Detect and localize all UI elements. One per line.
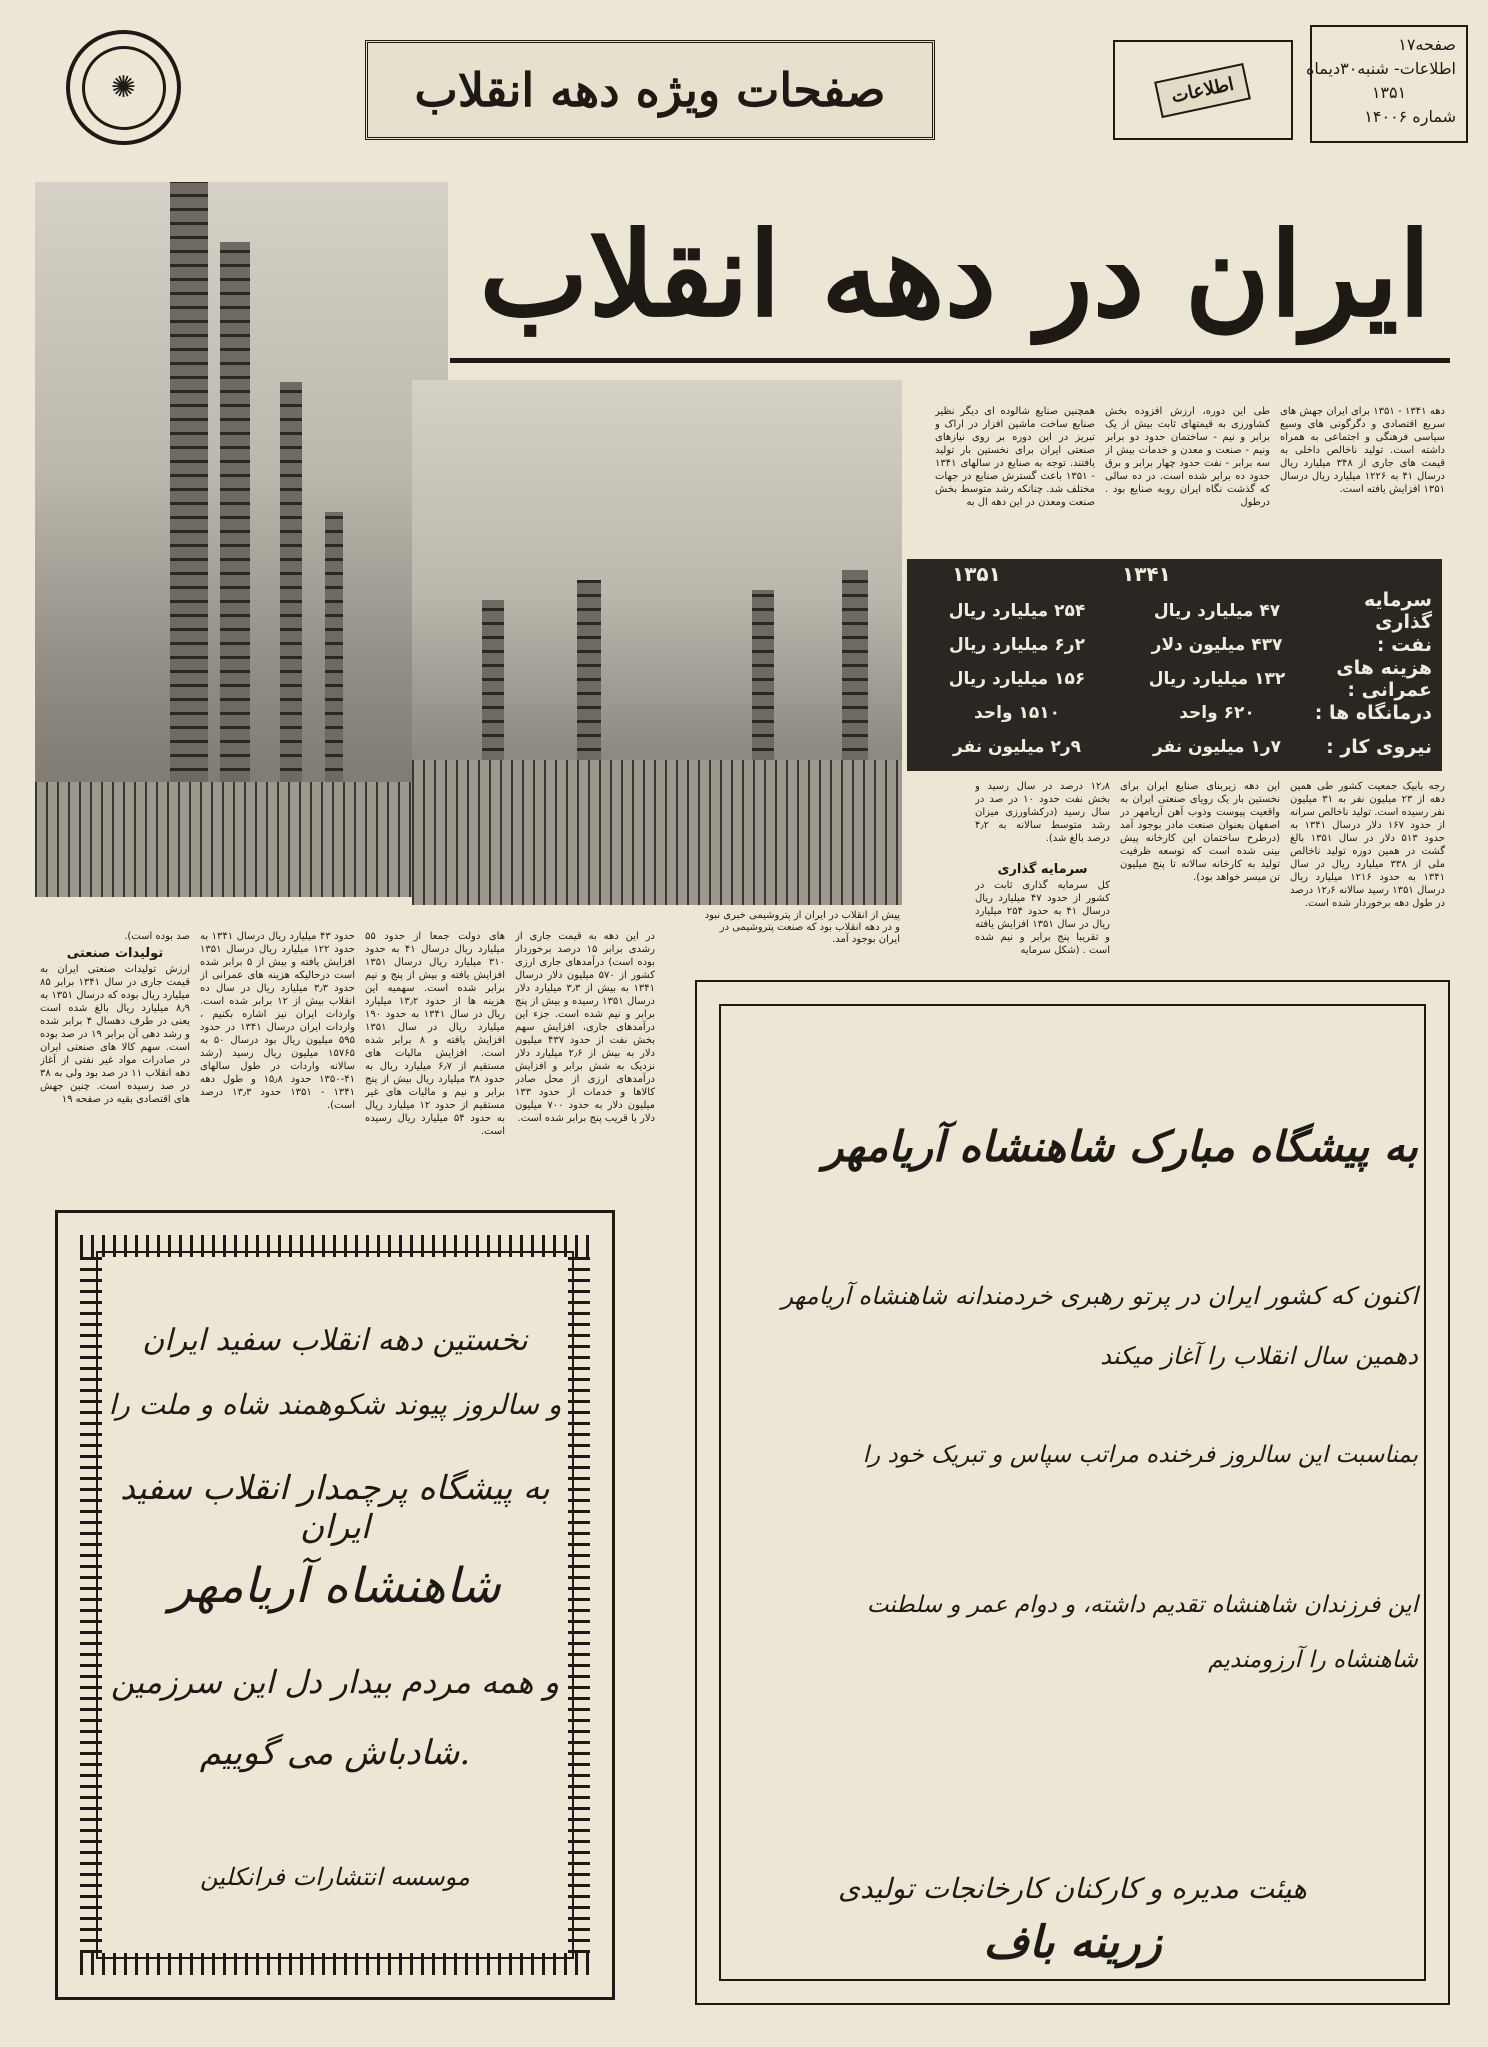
ad-line: شاهنشاه را آرزومندیم: [1208, 1647, 1418, 1673]
issue-number: شماره ۱۴۰۰۶: [1364, 107, 1456, 126]
headline-rule: [450, 358, 1450, 363]
ad-line: این فرزندان شاهنشاه تقدیم داشته، و دوام عمر و سلطنت: [866, 1592, 1418, 1618]
issue-info-box: [1306, 25, 1468, 143]
ad-line: اکنون که کشور ایران در پرتو رهبری خردمندانه شاهنشاه آریامهر: [781, 1282, 1418, 1310]
statistics-table: [907, 559, 1442, 771]
table-row: [907, 657, 1442, 701]
article-column: حدود ۴۳ میلیارد ریال درسال ۱۳۴۱ به حدود ۱۲۲ میلیارد ریال درسال ۱۳۵۱ افزایش یافته و بیش از ۵ برابر شده است درحالیکه هزینه های عمرانی از حدود ۳٫۳ میلیارد ریال در سال ده انقلاب بیش از ۱۲ برابر شده است. واردات ایران نیز اشاره بکنیم ، واردات ایران درسال ۱۳۴۱ در حدود ۵۹۵ میلیون ریال بود درسال ۵۰ به ۱۵۷۶۵ میلیون ریال رسید (رشد سالانه واردات در طول سالهای ۴۱-۱۳۵۰ حدود ۱۵٫۸ و طول دهه ۱۳۴۱ - ۱۳۵۱ حدود ۱۳٫۳ درصد است).: [200, 931, 355, 1111]
table-row: [907, 697, 1442, 729]
section-title: صفحات ویژه دهه انقلاب: [414, 63, 886, 117]
ad-line: شادباش می گوییم.: [199, 1733, 471, 1773]
article-column: رجه بابیک جمعیت کشور طی همین دهه از ۲۳ میلیون نفر به ۳۱ میلیون نفر رسیده است. تولید ناخالص سرانه از حدود ۱۶۷ دلار درسال ۱۳۴۱ به حدود ۵۱۳ دلار در سال ۱۳۵۱ بالغ گشت در همین دوره تولید ناخالص ملی از ۳۳۸ میلیارد ریال در سال ۱۳۴۱ به حدود ۱۲۱۶ میلیارد ریال درسال ۱۳۵۱ رسید سالانه ۱۲٫۶ درصد در طول دهه برخوردار شده است.: [1290, 781, 1445, 909]
value-1341: ۷ر۱ میلیون نفر: [1152, 737, 1282, 757]
ad-signature: موسسه انتشارات فرانکلین: [200, 1863, 470, 1891]
value-1351: ۲ر۶ میلیارد ریال: [949, 635, 1085, 655]
article-text: کل سرمایه گذاری ثابت در کشور از حدود ۴۷ میلیارد ریال درسال ۴۱ به حدود ۲۵۴ میلیارد ریال در سال ۱۳۵۱ افزایش یافته و تقریبا پنج برابر و نیم شده است . (شکل سرمایه: [975, 880, 1110, 956]
ad-line: و همه مردم بیدار دل این سرزمین: [110, 1663, 560, 1701]
franklin-congratulation-ad: [55, 1210, 615, 2000]
newspaper-logo-box: [1113, 40, 1293, 140]
value-1341: ۴۳۷ میلیون دلار: [1151, 635, 1283, 655]
article-column: در این دهه به قیمت جاری از رشدی برابر ۱۵ درصد برخوردار بوده است) درآمدهای جاری ارزی کشور از ۵۷۰ میلیون دلار درسال ۱۳۴۱ به بیش از ۳٫۳ میلیارد دلار درسال ۱۳۵۱ رسیده و بیش از پنج برابر و نیم شده است. جزء این درآمدهای جاری، افزایش سهم بخش نفت از حدود ۴۳۷ میلیون دلار به بیش از ۲٫۶ میلیارد دلار نزدیک به شش برابر و افزایش درآمدهای ارزی از محل صادر کالاها و خدمات از حدود ۱۳۳ میلیون دلار به حدود ۷۰۰ میلیون دلار یا قریب پنج برابر شده است.: [515, 931, 655, 1124]
ad-line: بمناسبت این سالروز فرخنده مراتب سپاس و تبریک خود را: [862, 1442, 1418, 1468]
photo-caption: پیش از انقلاب در ایران از پتروشیمی خبری نبود و در دهه انقلاب بود که صنعت پتروشیمی در ایران بوجود آمد.: [704, 910, 900, 945]
value-1341: ۱۳۲ میلیارد ریال: [1148, 669, 1286, 689]
row-label: نفت :: [1376, 634, 1432, 656]
headline-text: ایران در دهه انقلاب: [479, 207, 1431, 343]
value-1351: ۱۵۶ میلیارد ریال: [948, 669, 1086, 689]
row-label: درمانگاه ها :: [1314, 702, 1432, 724]
revolution-emblem: [66, 30, 181, 145]
subheading: سرمایه گذاری: [997, 862, 1088, 877]
article-column: دهه ۱۳۴۱ - ۱۳۵۱ برای ایران جهش های سریع اقتصادی و دگرگونی های وسیع سیاسی فرهنگی و اجتماعی به همراه داشته است. تولید ناخالص داخلی به قیمت های جاری از ۳۴۸ میلیارد ریال درسال ۴۱ به ۱۲۲۶ میلیارد ریال درسال ۱۳۵۱ افزایش یافته است.: [1280, 406, 1445, 495]
issue-date: اطلاعات- شنبه۳۰دیماه: [1306, 59, 1456, 78]
emblem-icon: ✺: [82, 46, 166, 130]
article-column: [40, 930, 190, 1165]
article-column: [975, 780, 1110, 960]
row-label: سرمایه گذاری: [1363, 589, 1432, 633]
article-text: ارزش تولیدات صنعتی ایران به قیمت جاری در سال ۱۳۴۱ برابر ۸۵ میلیارد ریال بوده که درسال ۱۳۵۱ به ۸٫۹ میلیارد ریال بالغ شده است یعنی در طرف دهسال ۴ برابر شده و رشد دهی آن برابر ۱۹ در صد بوده است. سهم کالا های صنعتی ایران در صادرات مواد غیر نفتی از آغاز دهه انقلاب ۱۱ در صد بود ولی به ۳۸ در صد رسیده است. چنین جهش های اقتصادی بقیه در صفحه ۱۹: [40, 964, 190, 1105]
page-number: صفحه۱۷: [1398, 35, 1456, 54]
column-header-1351: ۱۳۵۱: [952, 562, 1001, 586]
article-column: این دهه زیربنای صنایع ایران برای نخستین بار یک رویای صنعتی ایران به واقعیت پیوست وذوب آهن آریامهر در اصفهان بعنوان صنعت مادر بوجود آمد (درطرح ساختمان این کارخانه پیش بینی شده است که توسعه ظرفیت تولید به کارخانه سالانه تا پنج میلیون تن میسر خواهد بود).: [1120, 781, 1280, 883]
row-label: نیروی کار :: [1326, 736, 1432, 758]
newspaper-logo: اطلاعات: [1155, 62, 1252, 117]
main-headline: [450, 190, 1460, 360]
value-1341: ۶۲۰ واحد: [1179, 703, 1255, 723]
row-label: هزینه های عمرانی :: [1336, 657, 1432, 701]
ad-line: نخستین دهه انقلاب سفید ایران: [142, 1323, 528, 1358]
petrochemical-plant-photo: [412, 380, 902, 905]
section-title-box: [365, 40, 935, 140]
refinery-tower-photo: [35, 182, 448, 897]
issue-year: ۱۳۵۱: [1371, 83, 1407, 102]
column-header-1341: ۱۳۴۱: [1122, 562, 1171, 586]
ad-line: به پیشگاه پرچمدار انقلاب سفید ایران: [120, 1468, 550, 1546]
ad-line: و سالروز پیوند شکوهمند شاه و ملت را: [108, 1388, 562, 1421]
ad-line: شاهنشاه آریامهر: [169, 1558, 501, 1614]
company-name: زرینه باف: [983, 1917, 1162, 1968]
value-1341: ۴۷ میلیارد ریال: [1153, 601, 1281, 621]
table-row: [907, 589, 1442, 633]
value-1351: ۲۵۴ میلیارد ریال: [948, 601, 1086, 621]
article-text: صد بوده است).: [124, 931, 190, 942]
ad-line: به پیشگاه مبارک شاهنشاه آریامهر: [823, 1122, 1418, 1171]
ad-signature: هیئت مدیره و کارکنان کارخانجات تولیدی: [838, 1872, 1307, 1905]
subheading: تولیدات صنعتی: [66, 946, 164, 961]
article-column: طی این دوره، ارزش افزوده بخش کشاورزی به قیمتهای ثابت بیش از یک برابر و نیم - ساختمان حدود دو برابر ونیم - صنعت و معدن و خدمات بیش از سه برابر - نفت حدود چهار برابر و برق حدود ده برابر شده است. در ده سالی که گذشت نگاه ایران روبه صنایع بود . درطول: [1105, 406, 1270, 508]
ad-line: دهمین سال انقلاب را آغاز میکند: [1100, 1342, 1418, 1370]
value-1351: ۱۵۱۰ واحد: [974, 703, 1060, 723]
article-column: های دولت جمعا از حدود ۵۵ میلیارد ریال درسال ۴۱ به حدود ۳۱۰ میلیارد ریال درسال ۱۳۵۱ افزایش یافته و بیش از پنج و نیم برابر شده است. سهمیه این هزینه ها از حدود ۱۳٫۲ میلیارد ریال در سال ۱۳۴۱ به حدود ۱۹۰ میلیارد ریال در سال ۱۳۵۱ افزایش یافته و ۸ برابر شده است. افزایش مالیات های مستقیم از ۶٫۷ میلیارد ریال به حدود ۳۸ میلیارد ریال بیش از پنج برابر و نیم و مالیات های غیر مستقیم از حدود ۱۲ میلیارد ریال به حدود ۵۴ میلیارد ریال رسیده است.: [365, 931, 505, 1137]
article-text: ۱۲٫۸ درصد در سال رسید و بخش نفت حدود ۱۰ در صد در سال رسید (درکشاورزی میزان رشد متوسط سالانه به ۴٫۲ درصد بالغ شد).: [975, 781, 1110, 844]
zarrinebaf-congratulation-ad: [695, 980, 1450, 2005]
article-column: همچنین صنایع شالوده ای دیگر نظیر صنایع ساخت ماشین افزار در اراک و تبریز در این دوره بر روی نیازهای صنعتی ایران برای نخستین بار تولید یافتند. توجه به صنایع در سالهای ۱۳۴۱ - ۱۳۵۱ باعث گسترش صنایع در جهات مختلف شد. چنانکه رشد متوسط بخش صنعت ومعدن در این دهه ال به: [935, 406, 1095, 508]
table-row: [907, 731, 1442, 763]
value-1351: ۹ر۲ میلیون نفر: [952, 737, 1082, 757]
